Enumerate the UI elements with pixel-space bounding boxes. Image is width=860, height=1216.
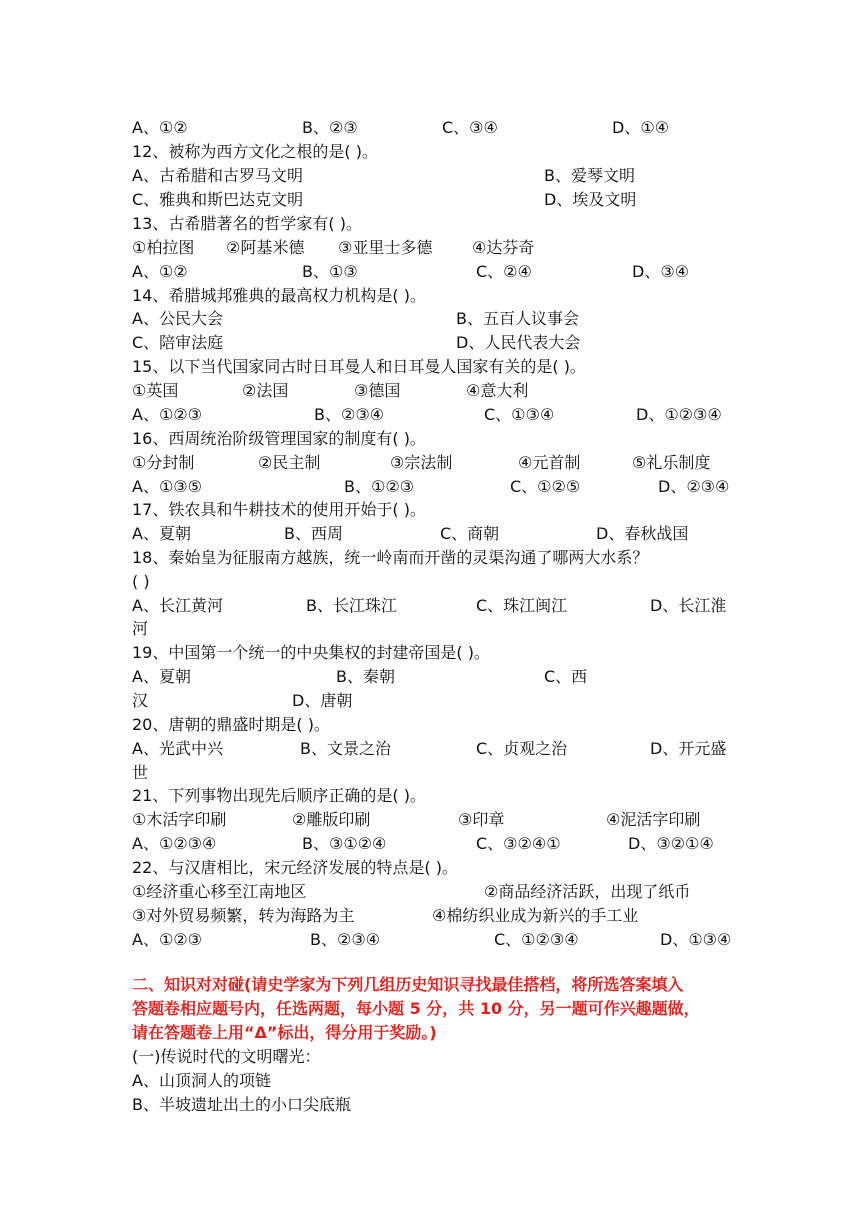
text-cell: C、贞观之治 bbox=[476, 739, 568, 758]
text-cell: B、①②③ bbox=[344, 477, 415, 496]
text-cell: D、①③④ bbox=[660, 930, 732, 949]
text-cell: A、夏朝 bbox=[132, 667, 191, 686]
text-cell: D、①②③④ bbox=[636, 405, 722, 424]
text-cell: A、①③⑤ bbox=[132, 477, 202, 496]
text-cell: B、文景之治 bbox=[300, 739, 391, 758]
text-cell: 答题卷相应题号内，任选两题，每小题 5 分，共 10 分，另一题可作兴趣题做， bbox=[132, 999, 700, 1018]
text-cell: ③印章 bbox=[458, 810, 505, 829]
text-cell: B、②③ bbox=[302, 118, 358, 137]
text-cell: A、夏朝 bbox=[132, 524, 191, 543]
text-cell: D、唐朝 bbox=[292, 691, 353, 710]
text-cell: A、山顶洞人的项链 bbox=[132, 1071, 271, 1090]
text-cell: D、人民代表大会 bbox=[456, 333, 581, 352]
text-cell: A、长江黄河 bbox=[132, 596, 223, 615]
text-cell: ③德国 bbox=[354, 381, 401, 400]
text-cell: B、秦朝 bbox=[336, 667, 395, 686]
text-cell: C、①②③④ bbox=[494, 930, 579, 949]
text-cell: 21、下列事物出现先后顺序正确的是( )。 bbox=[132, 786, 426, 805]
text-cell: ④泥活字印刷 bbox=[606, 810, 701, 829]
text-cell: B、爱琴文明 bbox=[544, 166, 635, 185]
text-cell: D、埃及文明 bbox=[544, 190, 637, 209]
text-cell: 河 bbox=[132, 619, 149, 638]
text-cell: 二、知识对对碰(请史学家为下列几组历史知识寻找最佳搭档，将所选答案填入 bbox=[132, 975, 684, 994]
text-cell: ②民主制 bbox=[258, 453, 321, 472]
text-cell: ③宗法制 bbox=[390, 453, 453, 472]
text-cell: ④意大利 bbox=[466, 381, 529, 400]
text-cell: C、商朝 bbox=[440, 524, 500, 543]
text-cell: 18、秦始皇为征服南方越族，统一岭南而开凿的灵渠沟通了哪两大水系？ bbox=[132, 548, 649, 567]
text-cell: C、陪审法庭 bbox=[132, 333, 224, 352]
text-cell: B、半坡遗址出土的小口尖底瓶 bbox=[132, 1095, 351, 1114]
text-cell: D、③②①④ bbox=[628, 834, 714, 853]
text-cell: ③对外贸易频繁，转为海路为主 bbox=[132, 906, 355, 925]
text-cell: (一)传说时代的文明曙光： bbox=[132, 1047, 321, 1066]
text-cell: D、春秋战国 bbox=[596, 524, 689, 543]
text-cell: C、①③④ bbox=[484, 405, 555, 424]
text-cell: ①木活字印刷 bbox=[132, 810, 227, 829]
text-cell: C、②④ bbox=[476, 262, 532, 281]
text-cell: 13、古希腊著名的哲学家有( )。 bbox=[132, 214, 362, 233]
text-cell: ①经济重心移至江南地区 bbox=[132, 882, 307, 901]
text-cell: 15、以下当代国家同古时日耳曼人和日耳曼人国家有关的是( )。 bbox=[132, 357, 586, 376]
text-cell: B、西周 bbox=[284, 524, 343, 543]
text-cell: A、①②③④ bbox=[132, 834, 217, 853]
text-cell: ④棉纺织业成为新兴的手工业 bbox=[432, 906, 639, 925]
text-cell: 20、唐朝的鼎盛时期是( )。 bbox=[132, 715, 330, 734]
text-cell: A、①②③ bbox=[132, 405, 202, 424]
text-cell: 17、铁农具和牛耕技术的使用开始于( )。 bbox=[132, 500, 426, 519]
text-cell: C、③②④① bbox=[476, 834, 561, 853]
text-cell: 请在答题卷上用“Δ”标出，得分用于奖励。) bbox=[132, 1023, 437, 1042]
text-cell: ①分封制 bbox=[132, 453, 195, 472]
text-cell: C、③④ bbox=[442, 118, 498, 137]
text-cell: C、雅典和斯巴达克文明 bbox=[132, 190, 304, 209]
text-cell: ( ) bbox=[132, 572, 150, 591]
text-cell: A、光武中兴 bbox=[132, 739, 223, 758]
text-cell: D、③④ bbox=[632, 262, 690, 281]
text-cell: ④达芬奇 bbox=[472, 238, 535, 257]
text-cell: B、长江珠江 bbox=[306, 596, 397, 615]
text-cell: 19、中国第一个统一的中央集权的封建帝国是( )。 bbox=[132, 643, 490, 662]
text-cell: 16、西周统治阶级管理国家的制度有( )。 bbox=[132, 429, 426, 448]
text-cell: 22、与汉唐相比，宋元经济发展的特点是( )。 bbox=[132, 858, 458, 877]
text-cell: C、①②⑤ bbox=[510, 477, 581, 496]
text-cell: ①柏拉图 bbox=[132, 238, 195, 257]
text-cell: ③亚里士多德 bbox=[338, 238, 433, 257]
text-cell: D、②③④ bbox=[658, 477, 730, 496]
text-cell: B、五百人议事会 bbox=[456, 309, 579, 328]
text-cell: D、长江淮 bbox=[650, 596, 727, 615]
text-cell: 汉 bbox=[132, 691, 149, 710]
text-cell: A、①② bbox=[132, 118, 188, 137]
text-cell: C、西 bbox=[544, 667, 588, 686]
text-cell: ②商品经济活跃，出现了纸币 bbox=[484, 882, 691, 901]
text-cell: 世 bbox=[132, 763, 149, 782]
text-cell: A、①②③ bbox=[132, 930, 202, 949]
text-cell: B、③①②④ bbox=[302, 834, 387, 853]
text-cell: ④元首制 bbox=[518, 453, 581, 472]
text-cell: B、②③④ bbox=[310, 930, 381, 949]
text-cell: C、珠江闽江 bbox=[476, 596, 568, 615]
text-cell: 14、希腊城邦雅典的最高权力机构是( )。 bbox=[132, 286, 426, 305]
text-cell: D、①④ bbox=[612, 118, 670, 137]
text-cell: 12、被称为西方文化之根的是( )。 bbox=[132, 142, 378, 161]
text-cell: D、开元盛 bbox=[650, 739, 727, 758]
text-cell: A、古希腊和古罗马文明 bbox=[132, 166, 303, 185]
text-cell: A、公民大会 bbox=[132, 309, 223, 328]
text-cell: ①英国 bbox=[132, 381, 179, 400]
text-cell: ②法国 bbox=[242, 381, 289, 400]
text-cell: ②雕版印刷 bbox=[292, 810, 371, 829]
text-cell: B、①③ bbox=[302, 262, 358, 281]
text-cell: ⑤礼乐制度 bbox=[632, 453, 711, 472]
text-cell: ②阿基米德 bbox=[226, 238, 305, 257]
text-cell: A、①② bbox=[132, 262, 188, 281]
text-cell: B、②③④ bbox=[314, 405, 385, 424]
